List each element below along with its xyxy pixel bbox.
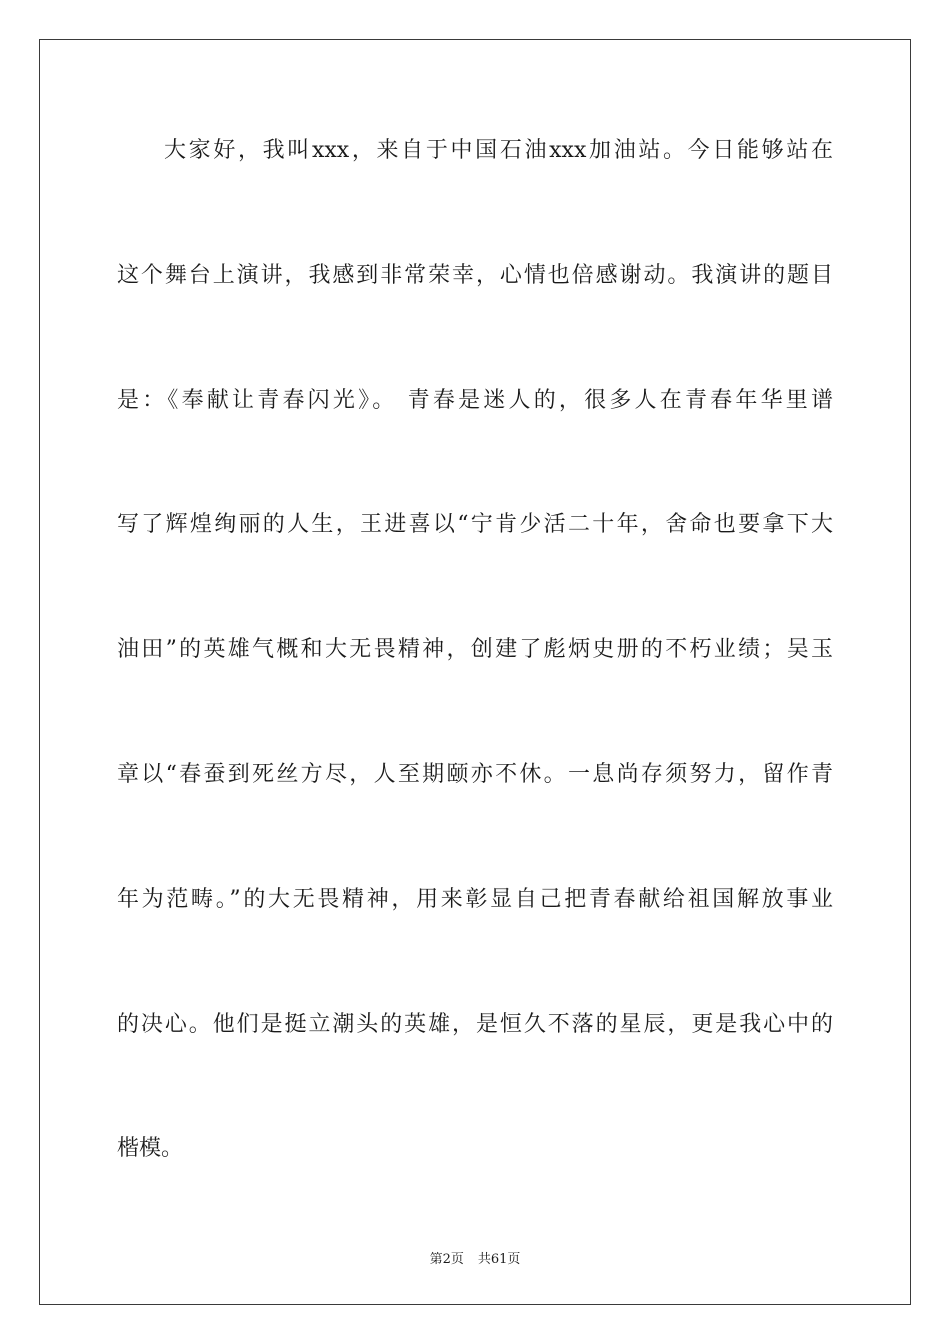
speech-paragraph <box>117 128 833 1251</box>
page-number: 第2页 <box>429 1252 464 1267</box>
total-pages: 共61页 <box>477 1252 521 1267</box>
text-line: 的决心。他们是挺立潮头的英雄，是恒久不落的星辰，更是我心中的 <box>117 1011 833 1037</box>
text-line: 是：《奉献让青春闪光》。 青春是迷人的，很多人在青春年华里谱 <box>117 387 833 413</box>
text-line: 楷模。 <box>117 1136 184 1162</box>
text-line: 年为范畴。”的大无畏精神，用来彰显自己把青春献给祖国解放事业 <box>117 886 833 912</box>
text-line: 油田”的英雄气概和大无畏精神，创建了彪炳史册的不朽业绩；吴玉 <box>117 637 833 663</box>
text-line: 章以“春蚕到死丝方尽，人至期颐亦不休。一息尚存须努力，留作青 <box>117 761 833 787</box>
page-footer <box>0 1248 950 1267</box>
text-line: 写了辉煌绚丽的人生，王进喜以“宁肯少活二十年，舍命也要拿下大 <box>117 512 833 538</box>
text-line: 这个舞台上演讲，我感到非常荣幸，心情也倍感谢动。我演讲的题目 <box>117 262 833 288</box>
text-line: 大家好，我叫xxx，来自于中国石油xxx加油站。今日能够站在 <box>164 138 833 163</box>
